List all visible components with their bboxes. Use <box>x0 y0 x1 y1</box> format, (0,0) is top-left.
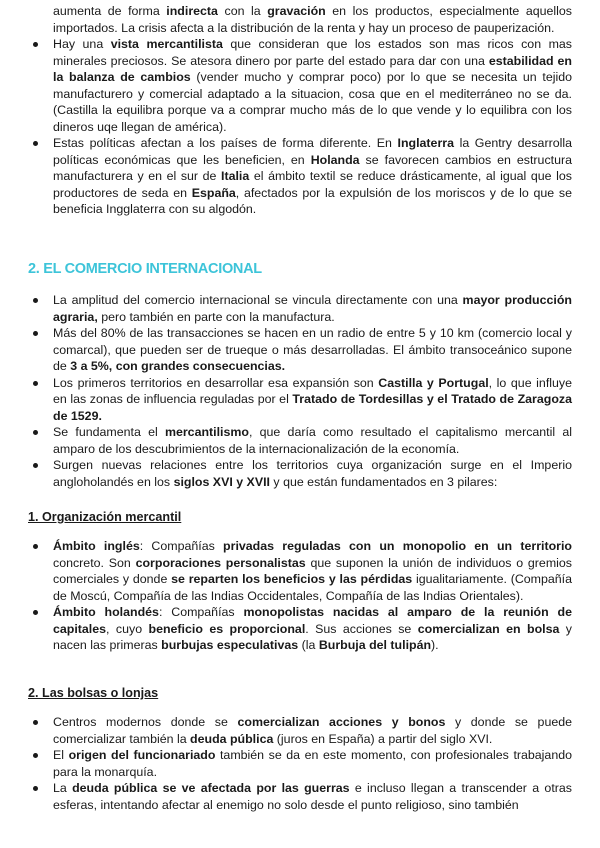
organizacion-bullet: Ámbito holandés: Compañías monopolistas nacidas al amparo de la reunión de capitales, cuyo beneficio es proporcional. Sus acciones se comercializan en bolsa y nacen las primeras burbujas especulativas (la Burbuja del tulipán). <box>0 604 600 654</box>
bold-text: burbujas especulativas <box>161 638 299 652</box>
comercio-bullet: Los primeros territorios en desarrollar esa expansión son Castilla y Portugal, lo que influye en las zonas de influencia reguladas por el Tratado de Tordesillas y el Tratado de Zaragoza de 1529. <box>0 375 600 425</box>
organizacion-bullet-list <box>0 538 600 654</box>
subsection-heading-bolsas-lonjas: 2. Las bolsas o lonjas <box>28 686 159 700</box>
bullet-dot-icon <box>33 141 38 146</box>
bold-text: 3 a 5%, con grandes consecuencias. <box>70 359 286 373</box>
bullet-dot-icon <box>33 544 38 549</box>
subsection-heading-organizacion-mercantil: 1. Organización mercantil <box>28 510 182 524</box>
comercio-bullet: Más del 80% de las transacciones se hacen en un radio de entre 5 y 10 km (comercio local y comarcal), que pueden ser de trueque o más desarrolladas. El ámbito transoceánico supone de 3 a 5%, con grandes consecuencias. <box>0 325 600 375</box>
bold-text: deuda pública se ve afectada por las guerras <box>72 781 350 795</box>
intro-section <box>0 3 600 218</box>
bold-text: Ámbito inglés <box>53 539 140 553</box>
bold-text: Castilla y Portugal <box>378 375 489 390</box>
bold-text: monopolistas nacidas al amparo de la reunión de capitales <box>53 605 572 636</box>
intro-bullet: Hay una vista mercantilista que consideran que los estados son mas ricos con mas minerales preciosos. Se atesora dinero por parte del estado para dar con una estabilidad en la balanza de cambios (vender mucho y comprar poco) por lo que se necesita un tejido manufacturero y comercial adaptado a la situacion, cosa que en el mediterráneo no se da. (Castilla la equilibra porque va a comprar mucho más de lo que vende y lo equilibra con los dineros uqe llegan de américa). <box>0 36 600 135</box>
bold-text: Ámbito holandés <box>53 605 159 619</box>
bolsas-lonjas-body <box>0 714 600 813</box>
bullet-dot-icon <box>33 298 38 303</box>
bold-text: mercantilismo <box>164 425 249 439</box>
bold-text: Tratado de Tordesillas y el Tratado de Zaragoza de 1529. <box>53 392 572 423</box>
comercio-bullet: La amplitud del comercio internacional se vincula directamente con una mayor producción agraria, pero también en parte con la manufactura. <box>0 292 600 325</box>
bold-text: origen del funcionariado <box>68 748 216 762</box>
comercio-bullet: Surgen nuevas relaciones entre los territorios cuya organización surge en el Imperio angloholandés en los siglos XVI y XVII y que están fundamentados en 3 pilares: <box>0 457 600 490</box>
intro-bullet-list <box>0 36 600 218</box>
bold-text: España <box>191 185 236 200</box>
bold-text: se reparten los beneficios y las pérdidas <box>171 572 413 586</box>
comercio-bullet-list <box>0 292 600 490</box>
bold-text: gravación <box>267 4 326 18</box>
bolsas-bullet: La deuda pública se ve afectada por las guerras e incluso llegan a transcender a otras esferas, intentando afectar al enemigo no solo desde el punto religioso, sino también <box>0 780 600 813</box>
bold-text: privadas reguladas con un monopolio en un territorio <box>223 539 572 553</box>
bullet-dot-icon <box>33 610 38 615</box>
bold-text: comercializan acciones y bonos <box>237 715 446 729</box>
organizacion-mercantil-body <box>0 538 600 654</box>
bullet-dot-icon <box>33 720 38 725</box>
section-comercio-internacional-body <box>0 292 600 490</box>
bullet-dot-icon <box>33 381 38 386</box>
bullet-dot-icon <box>33 331 38 336</box>
bold-text: vista mercantilista <box>110 37 223 51</box>
bullet-dot-icon <box>33 786 38 791</box>
bold-text: corporaciones personalistas <box>135 555 306 570</box>
bullet-dot-icon <box>33 430 38 435</box>
comercio-bullet: Se fundamenta el mercantilismo, que daría como resultado el capitalismo mercantil al amparo de los descubrimientos de la internacionalización de la economía. <box>0 424 600 457</box>
bold-text: Burbuja del tulipán <box>318 638 432 652</box>
bullet-dot-icon <box>33 463 38 468</box>
organizacion-bullet: Ámbito inglés: Compañías privadas reguladas con un monopolio en un territorio concreto. Son corporaciones personalistas que suponen la unión de individuos o gremios comerciales y donde se reparten los beneficios y las pérdidas igualitariamente. (Compañía de Moscú, Compañía de las Indias Occidentales, Compañía de las Indias Orientales). <box>0 538 600 604</box>
section-heading-comercio-internacional: 2. EL COMERCIO INTERNACIONAL <box>28 261 262 277</box>
bold-text: Holanda <box>310 152 360 167</box>
bold-text: siglos XVI y XVII <box>173 474 270 489</box>
bold-text: beneficio es proporcional <box>148 621 306 636</box>
bolsas-bullet-list <box>0 714 600 813</box>
bold-text: Inglaterra <box>397 136 454 150</box>
bold-text: mayor producción agraria, <box>53 293 572 324</box>
bold-text: Italia <box>221 169 250 183</box>
bullet-dot-icon <box>33 42 38 47</box>
bold-text: indirecta <box>166 4 218 18</box>
bold-text: deuda pública <box>190 731 274 746</box>
intro-continuation-paragraph: aumenta de forma indirecta con la gravación en los productos, especialmente aquellos importados. La crisis afecta a la distribución de la renta y hay un proceso de pauperización. <box>53 4 572 35</box>
bolsas-bullet: Centros modernos donde se comercializan acciones y bonos y donde se puede comercializar también la deuda pública (juros en España) a partir del siglo XVI. <box>0 714 600 747</box>
bold-text: comercializan en bolsa <box>417 621 560 636</box>
bolsas-bullet: El origen del funcionariado también se da en este momento, con profesionales trabajando para la monarquía. <box>0 747 600 780</box>
bullet-dot-icon <box>33 753 38 758</box>
intro-bullet: Estas políticas afectan a los países de forma diferente. En Inglaterra la Gentry desarrolla políticas económicas que les beneficien, en Holanda se favorecen cambios en estructura manufacturera y en el sur de Italia el ámbito textil se reduce drásticamente, al igual que los productores de seda en España, afectados por la expulsión de los moriscos y de lo que se beneficia Ingglaterra con su algodón. <box>0 135 600 218</box>
bold-text: estabilidad en la balanza de cambios <box>53 53 572 84</box>
